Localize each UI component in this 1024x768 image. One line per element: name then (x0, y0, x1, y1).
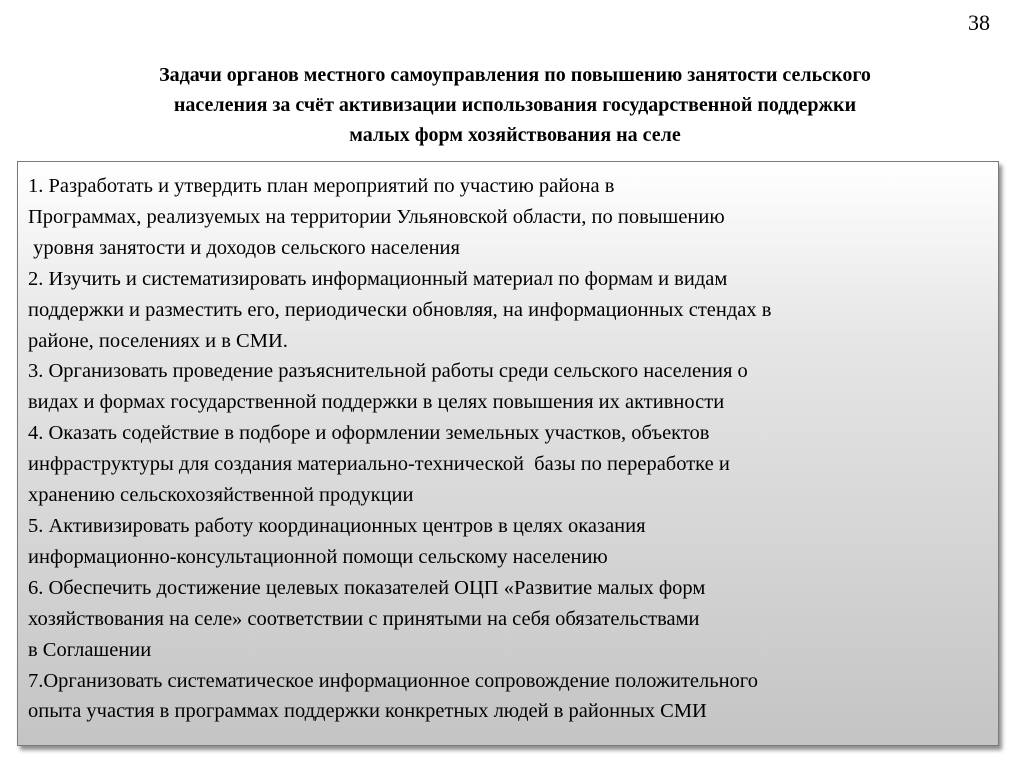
task-text-line: в Соглашении (28, 638, 152, 661)
task-text-line: районе, поселениях и в СМИ. (28, 329, 288, 352)
task-text-line: 5. Активизировать работу координационных центров в целях оказания (28, 514, 646, 537)
task-text-line: информационно-консультационной помощи сельскому населению (28, 545, 608, 568)
task-text-line: инфраструктуры для создания материально-технической базы по переработке и (28, 453, 730, 476)
task-text-line: поддержки и разместить его, периодически обновляя, на информационных стендах в (28, 298, 772, 321)
task-text-line: 4. Оказать содействие в подборе и оформлении земельных участков, объектов (28, 422, 710, 445)
slide-title-line: Задачи органов местного самоуправления по повышению занятости сельского (159, 64, 871, 86)
task-text-line: уровня занятости и доходов сельского населения (28, 236, 460, 259)
task-text-line: хранению сельскохозяйственной продукции (28, 484, 414, 507)
task-text-line: опыта участия в программах поддержки конкретных людей в районных СМИ (28, 700, 707, 723)
task-text-line: Программах, реализуемых на территории Ульяновской области, по повышению (28, 205, 725, 228)
task-text-line: 6. Обеспечить достижение целевых показателей ОЦП «Развитие малых форм (28, 576, 706, 599)
slide-title (40, 60, 990, 150)
task-text-line: хозяйствования на селе» соответствии с принятыми на себя обязательствами (28, 607, 700, 630)
tasks-content-box (17, 161, 999, 746)
task-text-line: видах и формах государственной поддержки в целях повышения их активности (28, 391, 725, 414)
task-text-line: 2. Изучить и систематизировать информационный материал по формам и видам (28, 267, 728, 290)
task-text-line: 3. Организовать проведение разъяснительной работы среди сельского населения о (28, 360, 748, 383)
task-text-line: 1. Разработать и утвердить план мероприятий по участию района в (28, 175, 615, 197)
task-text-line: 7.Организовать систематическое информационное сопровождение положительного (28, 669, 758, 692)
page-number: 38 (968, 10, 990, 35)
slide-title-line: малых форм хозяйствования на селе (349, 124, 681, 146)
slide-title-line: населения за счёт активизации использования государственной поддержки (173, 94, 857, 116)
